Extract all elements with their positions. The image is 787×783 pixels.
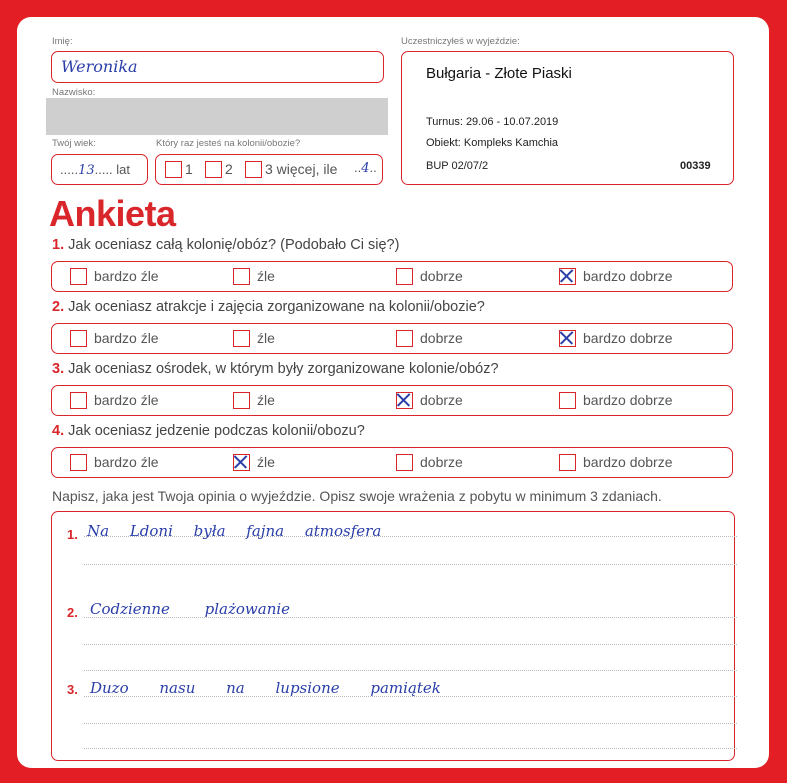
rating-checkbox[interactable]	[70, 392, 87, 409]
answer-number-3: 3.	[67, 682, 78, 697]
answer-text-1: Na Ldoni była fajna atmosfera	[87, 522, 382, 540]
count-checkbox-3[interactable]	[245, 161, 262, 178]
rating-box	[51, 447, 733, 478]
rating-option-label: dobrze	[420, 330, 463, 346]
answer-line	[84, 644, 737, 645]
rating-option-label: dobrze	[420, 392, 463, 408]
rating-checkbox[interactable]	[559, 392, 576, 409]
age-field[interactable]	[51, 154, 148, 185]
rating-checkbox[interactable]	[70, 330, 87, 347]
rating-option-label: bardzo dobrze	[583, 268, 673, 284]
count-option-2: 2	[225, 161, 233, 177]
name-field[interactable]	[51, 51, 384, 83]
question-2	[52, 299, 485, 315]
rating-checkbox[interactable]	[70, 268, 87, 285]
question-number: 1.	[52, 237, 65, 253]
rating-checkbox[interactable]	[233, 392, 250, 409]
rating-option-label: źle	[257, 330, 275, 346]
rating-checkbox[interactable]	[559, 268, 576, 285]
survey-sheet	[17, 17, 769, 768]
answer-line	[84, 748, 737, 749]
answer-number-1: 1.	[67, 527, 78, 542]
question-text: Jak oceniasz ośrodek, w którym były zorganizowane kolonie/obóz?	[68, 361, 499, 377]
rating-checkbox[interactable]	[233, 330, 250, 347]
question-1	[52, 237, 399, 253]
age-label: Twój wiek:	[52, 138, 96, 149]
age-value: 13	[78, 163, 95, 178]
question-text: Jak oceniasz jedzenie podczas kolonii/obozu?	[68, 423, 365, 439]
name-value: Weronika	[61, 57, 138, 76]
answer-text-3: Duzo nasu na lupsione pamiątek	[90, 679, 441, 697]
count-field[interactable]	[155, 154, 383, 185]
rating-option-label: źle	[257, 392, 275, 408]
opinion-prompt: Napisz, jaka jest Twoja opinia o wyjeździe. Opisz swoje wrażenia z pobytu w minimum 3 zdaniach.	[52, 488, 662, 504]
rating-option-label: bardzo źle	[94, 392, 159, 408]
trip-info-box	[401, 51, 734, 185]
count-prefix: ..	[354, 160, 362, 175]
count-checkbox-2[interactable]	[205, 161, 222, 178]
trip-obiekt: Obiekt: Kompleks Kamchia	[426, 137, 559, 149]
rating-box	[51, 261, 733, 292]
answer-line	[84, 723, 737, 724]
rating-box	[51, 385, 733, 416]
rating-option-label: bardzo źle	[94, 268, 159, 284]
answer-text-2: Codzienne plażowanie	[90, 600, 291, 618]
rating-box	[51, 323, 733, 354]
rating-checkbox[interactable]	[233, 454, 250, 471]
name-label: Imię:	[52, 36, 73, 47]
rating-option-label: dobrze	[420, 454, 463, 470]
count-option-3: 3 więcej, ile	[265, 161, 338, 177]
surname-redacted	[46, 98, 388, 135]
question-text: Jak oceniasz całą kolonię/obóz? (Podobało Ci się?)	[68, 237, 400, 253]
question-number: 4.	[52, 423, 65, 439]
question-number: 3.	[52, 361, 65, 377]
rating-checkbox[interactable]	[559, 330, 576, 347]
count-checkbox-1[interactable]	[165, 161, 182, 178]
trip-number: 00339	[680, 160, 711, 172]
rating-checkbox[interactable]	[559, 454, 576, 471]
rating-option-label: bardzo dobrze	[583, 392, 673, 408]
answer-line	[84, 670, 737, 671]
rating-checkbox[interactable]	[396, 330, 413, 347]
count-option-1: 1	[185, 161, 193, 177]
question-3	[52, 361, 499, 377]
rating-checkbox[interactable]	[396, 454, 413, 471]
rating-checkbox[interactable]	[396, 268, 413, 285]
answer-line	[84, 564, 737, 565]
rating-option-label: źle	[257, 454, 275, 470]
trip-code: BUP 02/07/2	[426, 160, 489, 172]
age-suffix: ..... lat	[94, 162, 131, 177]
trip-turnus: Turnus: 29.06 - 10.07.2019	[426, 116, 559, 128]
rating-option-label: bardzo dobrze	[583, 330, 673, 346]
count-value: 4	[361, 161, 370, 176]
trip-destination: Bułgaria - Złote Piaski	[426, 65, 572, 82]
count-label: Który raz jesteś na kolonii/obozie?	[156, 138, 301, 149]
question-4	[52, 423, 365, 439]
rating-option-label: bardzo dobrze	[583, 454, 673, 470]
question-text: Jak oceniasz atrakcje i zajęcia zorganizowane na kolonii/obozie?	[68, 299, 485, 315]
rating-option-label: źle	[257, 268, 275, 284]
rating-checkbox[interactable]	[233, 268, 250, 285]
question-number: 2.	[52, 299, 65, 315]
age-prefix: .....	[60, 162, 79, 177]
answer-number-2: 2.	[67, 605, 78, 620]
count-suffix: ..	[369, 160, 377, 175]
rating-option-label: bardzo źle	[94, 454, 159, 470]
surname-label: Nazwisko:	[52, 87, 96, 98]
trip-label: Uczestniczyłeś w wyjeździe:	[401, 36, 520, 47]
rating-checkbox[interactable]	[70, 454, 87, 471]
page-title: Ankieta	[49, 193, 176, 234]
rating-option-label: bardzo źle	[94, 330, 159, 346]
rating-checkbox[interactable]	[396, 392, 413, 409]
rating-option-label: dobrze	[420, 268, 463, 284]
